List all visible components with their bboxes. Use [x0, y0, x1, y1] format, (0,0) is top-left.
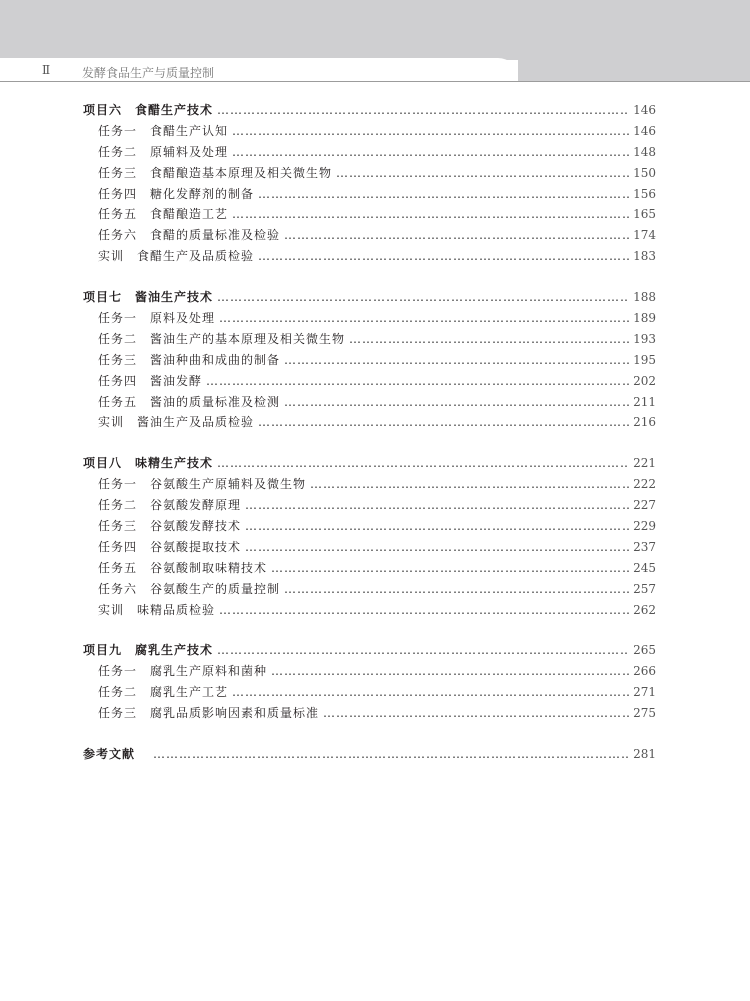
- toc-entry-page: 227: [633, 498, 656, 513]
- header-band-right: [518, 58, 750, 82]
- toc-section-9: [83, 640, 656, 724]
- leader-dots: [219, 600, 629, 621]
- toc-entry-title: 任务四 酱油发酵: [98, 373, 203, 388]
- toc-entry-title: 任务五 食醋酿造工艺: [98, 207, 229, 222]
- toc-entry-page: 193: [633, 331, 656, 346]
- toc-entry-title: 项目九 腐乳生产技术: [83, 643, 214, 658]
- toc-task[interactable]: [83, 682, 656, 703]
- toc-task[interactable]: [83, 392, 656, 413]
- header-tab: [0, 58, 518, 82]
- toc-entry-page: 265: [633, 643, 656, 658]
- leader-dots: [349, 329, 629, 350]
- leader-dots: [232, 682, 629, 703]
- toc-project-9[interactable]: [83, 640, 656, 661]
- toc-entry-page: 146: [633, 103, 656, 117]
- toc-entry-title: 任务二 酱油生产的基本原理及相关微生物: [98, 331, 346, 346]
- toc-entry-page: 229: [633, 519, 656, 534]
- toc-entry-page: 245: [633, 560, 656, 575]
- toc-entry-page: 221: [633, 456, 656, 471]
- leader-dots: [245, 537, 629, 558]
- toc-entry-title: 任务一 原料及处理: [98, 311, 216, 326]
- toc-references[interactable]: [83, 744, 656, 765]
- toc-entry-title: 项目八 味精生产技术: [83, 456, 214, 471]
- toc-task[interactable]: [83, 204, 656, 225]
- toc-entry-page: 188: [633, 290, 656, 305]
- leader-dots: [153, 744, 629, 765]
- toc-entry-title: 项目七 酱油生产技术: [83, 290, 214, 305]
- toc-entry-page: 271: [633, 685, 656, 700]
- leader-dots: [284, 225, 629, 246]
- toc-task[interactable]: [83, 412, 656, 433]
- leader-dots: [232, 121, 629, 142]
- toc-entry-title: 任务四 糖化发酵剂的制备: [98, 186, 255, 201]
- toc-task[interactable]: [83, 600, 656, 621]
- toc-entry-title: 任务四 谷氨酸提取技术: [98, 539, 242, 554]
- leader-dots: [217, 640, 629, 661]
- toc-entry-title: 任务二 谷氨酸发酵原理: [98, 498, 242, 513]
- toc-task[interactable]: [83, 537, 656, 558]
- page-number: Ⅱ: [42, 63, 51, 77]
- toc-section-references: [83, 744, 656, 765]
- toc-task[interactable]: [83, 163, 656, 184]
- toc-entry-page: 216: [633, 415, 656, 430]
- leader-dots: [258, 412, 629, 433]
- leader-dots: [232, 142, 629, 163]
- toc-project-6[interactable]: [83, 100, 656, 121]
- toc-entry-page: 257: [633, 581, 656, 596]
- leader-dots: [245, 495, 629, 516]
- toc-task[interactable]: [83, 225, 656, 246]
- leader-dots: [245, 516, 629, 537]
- toc-task[interactable]: [83, 558, 656, 579]
- toc-entry-page: 183: [633, 249, 656, 264]
- leader-dots: [271, 661, 629, 682]
- toc-entry-title: 任务二 原辅料及处理: [98, 144, 229, 159]
- leader-dots: [217, 453, 629, 474]
- toc-entry-page: 211: [633, 394, 656, 409]
- toc-project-8[interactable]: [83, 453, 656, 474]
- toc-task[interactable]: [83, 350, 656, 371]
- toc-entry-title: 实训 酱油生产及品质检验: [98, 415, 255, 430]
- toc-entry-page: 262: [633, 602, 656, 617]
- leader-dots: [284, 579, 629, 600]
- toc-project-7[interactable]: [83, 287, 656, 308]
- toc-section-8: [83, 453, 656, 620]
- toc-entry-page: 189: [633, 311, 656, 326]
- toc-task[interactable]: [83, 661, 656, 682]
- toc-entry-page: 174: [633, 228, 656, 243]
- toc-entry-page: 150: [633, 165, 656, 180]
- toc-entry-title: 实训 味精品质检验: [98, 602, 216, 617]
- leader-dots: [284, 392, 629, 413]
- toc-entry-title: 任务三 食醋酿造基本原理及相关微生物: [98, 165, 333, 180]
- leader-dots: [258, 246, 629, 267]
- toc-entry-page: 156: [633, 186, 656, 201]
- leader-dots: [217, 287, 629, 308]
- toc-task[interactable]: [83, 495, 656, 516]
- toc-task[interactable]: [83, 184, 656, 205]
- header-rule: [0, 81, 750, 82]
- toc-task[interactable]: [83, 246, 656, 267]
- toc-entry-page: 202: [633, 373, 656, 388]
- toc-entry-title: 实训 食醋生产及品质检验: [98, 249, 255, 264]
- toc-entry-title: 项目六 食醋生产技术: [83, 103, 214, 117]
- toc-entry-title: 任务六 谷氨酸生产的质量控制: [98, 581, 281, 596]
- toc-entry-title: 任务一 食醋生产认知: [98, 123, 229, 138]
- toc-entry-title: 任务六 食醋的质量标准及检验: [98, 228, 281, 243]
- toc-section-6: [83, 100, 656, 267]
- toc-entry-page: 237: [633, 539, 656, 554]
- toc-section-7: [83, 287, 656, 433]
- toc-entry-title: 任务五 谷氨酸制取味精技术: [98, 560, 268, 575]
- leader-dots: [323, 703, 629, 724]
- leader-dots: [310, 474, 629, 495]
- toc-entry-page: 165: [633, 207, 656, 222]
- toc-task[interactable]: [83, 329, 656, 350]
- toc-entry-title: 任务五 酱油的质量标准及检测: [98, 394, 281, 409]
- toc-entry-page: 266: [633, 664, 656, 679]
- toc-task[interactable]: [83, 142, 656, 163]
- leader-dots: [206, 371, 629, 392]
- toc-task[interactable]: [83, 579, 656, 600]
- leader-dots: [258, 184, 629, 205]
- leader-dots: [219, 308, 629, 329]
- toc-entry-page: 222: [633, 477, 656, 492]
- leader-dots: [232, 204, 629, 225]
- toc-entry-title: 任务三 腐乳品质影响因素和质量标准: [98, 706, 320, 721]
- toc-entry-page: 195: [633, 352, 656, 367]
- running-title: 发酵食品生产与质量控制: [82, 66, 215, 80]
- toc-task[interactable]: [83, 703, 656, 724]
- leader-dots: [284, 350, 629, 371]
- toc-task[interactable]: [83, 371, 656, 392]
- toc-entry-title: 任务一 腐乳生产原料和菌种: [98, 664, 268, 679]
- toc-task[interactable]: [83, 121, 656, 142]
- leader-dots: [271, 558, 629, 579]
- toc-entry-page: 148: [633, 144, 656, 159]
- table-of-contents: [83, 100, 656, 785]
- toc-task[interactable]: [83, 516, 656, 537]
- toc-entry-title: 任务二 腐乳生产工艺: [98, 685, 229, 700]
- toc-entry-page: 275: [633, 706, 656, 721]
- header-band: [0, 0, 750, 60]
- leader-dots: [336, 163, 629, 184]
- toc-entry-title: 参考文献: [83, 747, 136, 762]
- toc-entry-title: 任务三 谷氨酸发酵技术: [98, 519, 242, 534]
- toc-entry-page: 146: [633, 123, 656, 138]
- toc-entry-title: 任务一 谷氨酸生产原辅料及微生物: [98, 477, 307, 492]
- toc-task[interactable]: [83, 474, 656, 495]
- toc-task[interactable]: [83, 308, 656, 329]
- leader-dots: [217, 100, 629, 121]
- toc-entry-title: 任务三 酱油种曲和成曲的制备: [98, 352, 281, 367]
- toc-entry-page: 281: [633, 747, 656, 762]
